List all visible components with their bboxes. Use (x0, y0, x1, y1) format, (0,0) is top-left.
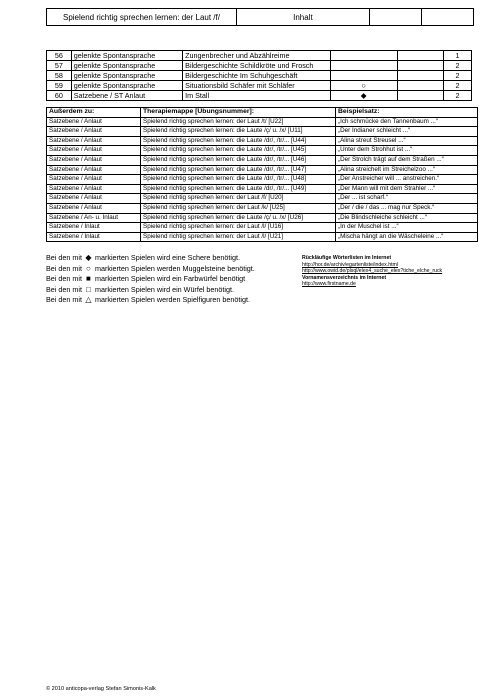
game-material-symbol: ○ (330, 81, 397, 91)
source-link[interactable]: http://hor.de/archiv/egartenliste/index.html (302, 261, 399, 268)
extra-level: Satzebene / An- u. Inlaut (47, 213, 141, 223)
game-material-symbol: ◆ (330, 91, 397, 101)
games-table (46, 50, 472, 101)
game-number: 57 (47, 61, 72, 71)
legend-text: markierten Spielen wird eine Schere benötigt. (94, 253, 240, 262)
game-title: Situationsbild Schäfer mit Schläfer (183, 81, 331, 91)
header-table (46, 8, 474, 26)
legend-prefix: Bei den mit (46, 274, 82, 283)
game-category: gelenkte Spontansprache (71, 51, 182, 61)
extra-example-sentence: „Der Anstreicher will ... anstreichen.“ (336, 175, 478, 185)
game-page-count: 2 (444, 81, 472, 91)
game-row (47, 91, 472, 101)
extra-folder-ref: Spielend richtig sprechen lernen: die Laute /dr/, /tr/... [U45] (141, 146, 336, 156)
extra-folder-ref: Spielend richtig sprechen lernen: der Laut /l/ [U16] (141, 223, 336, 233)
game-empty-cell (397, 51, 443, 61)
extra-row (47, 117, 478, 127)
game-empty-cell (397, 81, 443, 91)
game-category: Satzebene / ST Anlaut (71, 91, 182, 101)
legend-line (46, 295, 296, 306)
extra-level: Satzebene / Anlaut (47, 194, 141, 204)
extra-row (47, 184, 478, 194)
game-material-symbol (330, 71, 397, 81)
extra-level: Satzebene / Anlaut (47, 127, 141, 137)
game-title: Bildergeschichte Im Schuhgeschäft (183, 71, 331, 81)
extra-folder-ref: Spielend richtig sprechen lernen: die Laute /dr/, /tr/... [U47] (141, 165, 336, 175)
game-material-symbol (330, 61, 397, 71)
header-content-label: Inhalt (236, 9, 369, 26)
legend-line (46, 285, 296, 296)
extra-header-example: Beispielsatz: (336, 108, 478, 118)
extra-folder-ref: Spielend richtig sprechen lernen: die Laute /dr/, /tr/... [U44] (141, 136, 336, 146)
extra-row (47, 213, 478, 223)
legend-symbol-icon: ■ (86, 274, 91, 283)
extra-example-sentence: „In der Muschel ist ...“ (336, 223, 478, 233)
copyright-footer: © 2010 anticopa-verlag Stefan Simonis-Kalk (46, 686, 156, 692)
extra-example-sentence: „Alina streichelt im Streichelzoo ...“ (336, 165, 478, 175)
legend-symbol-icon: ○ (86, 263, 91, 273)
legend-prefix: Bei den mit (46, 253, 82, 262)
extra-level: Satzebene / Anlaut (47, 175, 141, 185)
extra-example-sentence: „Die Blindschleiche schleicht ...“ (336, 213, 478, 223)
game-page-count: 2 (444, 91, 472, 101)
extra-header-about: Außerdem zu: (47, 108, 141, 118)
extra-level: Satzebene / Inlaut (47, 232, 141, 242)
game-number: 59 (47, 81, 72, 91)
extra-folder-ref: Spielend richtig sprechen lernen: die Laute /ç/ u. /x/ [U26] (141, 213, 336, 223)
game-empty-cell (397, 61, 443, 71)
game-empty-cell (397, 91, 443, 101)
extra-row (47, 127, 478, 137)
legend-symbol-icon: □ (86, 284, 91, 294)
extra-example-sentence: „Der Indianer schleicht ...“ (336, 127, 478, 137)
legend-symbol-icon: ◆ (85, 253, 92, 262)
extra-level: Satzebene / Anlaut (47, 203, 141, 213)
legend-text: markierten Spielen wird ein Farbwürfel benötigt (94, 274, 246, 283)
game-page-count: 2 (444, 71, 472, 81)
extra-row (47, 136, 478, 146)
extra-example-sentence: „Der Mann will mit dem Strahler ...“ (336, 184, 478, 194)
internet-sources (302, 255, 482, 288)
legend-text: markierten Spielen wird ein Würfel benötigt. (94, 284, 234, 294)
game-page-count: 1 (444, 51, 472, 61)
game-title: Bildergeschichte Schildkröte und Frosch (183, 61, 331, 71)
extra-folder-ref: Spielend richtig sprechen lernen: der Laut /f/ [U20] (141, 194, 336, 204)
game-title: Zungenbrecher und Abzählreime (183, 51, 331, 61)
legend-prefix: Bei den mit (46, 295, 82, 304)
extra-level: Satzebene / Inlaut (47, 223, 141, 233)
extra-level: Satzebene / Anlaut (47, 155, 141, 165)
game-row (47, 51, 472, 61)
extra-folder-ref: Spielend richtig sprechen lernen: der Laut /l/ [U21] (141, 232, 336, 242)
extra-example-sentence: „Der / die / das ... mag nur Speck.“ (336, 203, 478, 213)
extra-level: Satzebene / Anlaut (47, 117, 141, 127)
extra-row (47, 146, 478, 156)
extra-level: Satzebene / Anlaut (47, 136, 141, 146)
sources-heading-names: Vornamensverzeichnis im Internet (302, 274, 387, 281)
extra-level: Satzebene / Anlaut (47, 165, 141, 175)
game-material-symbol (330, 51, 397, 61)
extra-example-sentence: „Unter dem Strohhut ist ...“ (336, 146, 478, 156)
extra-row (47, 165, 478, 175)
game-empty-cell (397, 71, 443, 81)
extra-level: Satzebene / Anlaut (47, 184, 141, 194)
game-number: 60 (47, 91, 72, 101)
legend-prefix: Bei den mit (46, 263, 82, 273)
extra-example-sentence: „Alina streut Streusel ...“ (336, 136, 478, 146)
header-title: Spielend richtig sprechen lernen: der Laut /f/ (47, 9, 237, 26)
header-empty-cell (421, 9, 473, 26)
extra-folder-ref: Spielend richtig sprechen lernen: der Laut /k/ [U25] (141, 203, 336, 213)
legend-prefix: Bei den mit (46, 284, 82, 294)
extra-folder-ref: Spielend richtig sprechen lernen: die Laute /dr/, /tr/... [U49] (141, 184, 336, 194)
extra-row (47, 155, 478, 165)
legend-line (46, 274, 296, 285)
legend-symbol-icon: △ (85, 295, 92, 304)
game-number: 56 (47, 51, 72, 61)
game-category: gelenkte Spontansprache (71, 61, 182, 71)
extra-row (47, 203, 478, 213)
source-link[interactable]: http://www.owid.de/plsql/elex4_suche_elex?tiche_elche_ruck (302, 268, 443, 275)
legend-text: markierten Spielen werden Spielfiguren benötigt. (94, 295, 250, 304)
extra-folder-ref: Spielend richtig sprechen lernen: die Laute /ç/ u. /x/ [U11] (141, 127, 336, 137)
extra-row (47, 175, 478, 185)
game-row (47, 61, 472, 71)
game-page-count: 2 (444, 61, 472, 71)
game-title: Im Stall (183, 91, 331, 101)
game-category: gelenkte Spontansprache (71, 81, 182, 91)
extra-example-sentence: „Der Strolch trägt auf dem Straßen ...“ (336, 155, 478, 165)
extra-level: Satzebene / Anlaut (47, 146, 141, 156)
extra-row (47, 194, 478, 204)
game-row (47, 71, 472, 81)
header-empty-cell (369, 9, 421, 26)
extra-header-folder: Therapiemappe [Übungsnummer]: (141, 108, 336, 118)
legend-line (46, 253, 296, 264)
extra-folder-ref: Spielend richtig sprechen lernen: der Laut /t/ [U22] (141, 117, 336, 127)
game-category: gelenkte Spontansprache (71, 71, 182, 81)
extra-example-sentence: „Mischa hängt an die Wäscheleine ...“ (336, 232, 478, 242)
extra-row (47, 223, 478, 233)
sources-heading-wordlists: Rückläufige Wörterlisten im Internet (302, 255, 392, 261)
extra-example-sentence: „Der ... ist scharf.“ (336, 194, 478, 204)
additional-exercises-table (46, 107, 478, 242)
legend-line (46, 264, 296, 275)
source-link[interactable]: http://www.firstname.de (302, 281, 356, 288)
game-row (47, 81, 472, 91)
extra-row (47, 232, 478, 242)
symbol-legend (46, 253, 296, 306)
extra-folder-ref: Spielend richtig sprechen lernen: die Laute /dr/, /tr/... [U48] (141, 175, 336, 185)
extra-example-sentence: „Ich schmücke den Tannenbaum ...“ (336, 117, 478, 127)
legend-text: markierten Spielen werden Muggelsteine benötigt. (94, 263, 255, 273)
extra-folder-ref: Spielend richtig sprechen lernen: die Laute /dr/, /tr/... [U46] (141, 155, 336, 165)
game-number: 58 (47, 71, 72, 81)
